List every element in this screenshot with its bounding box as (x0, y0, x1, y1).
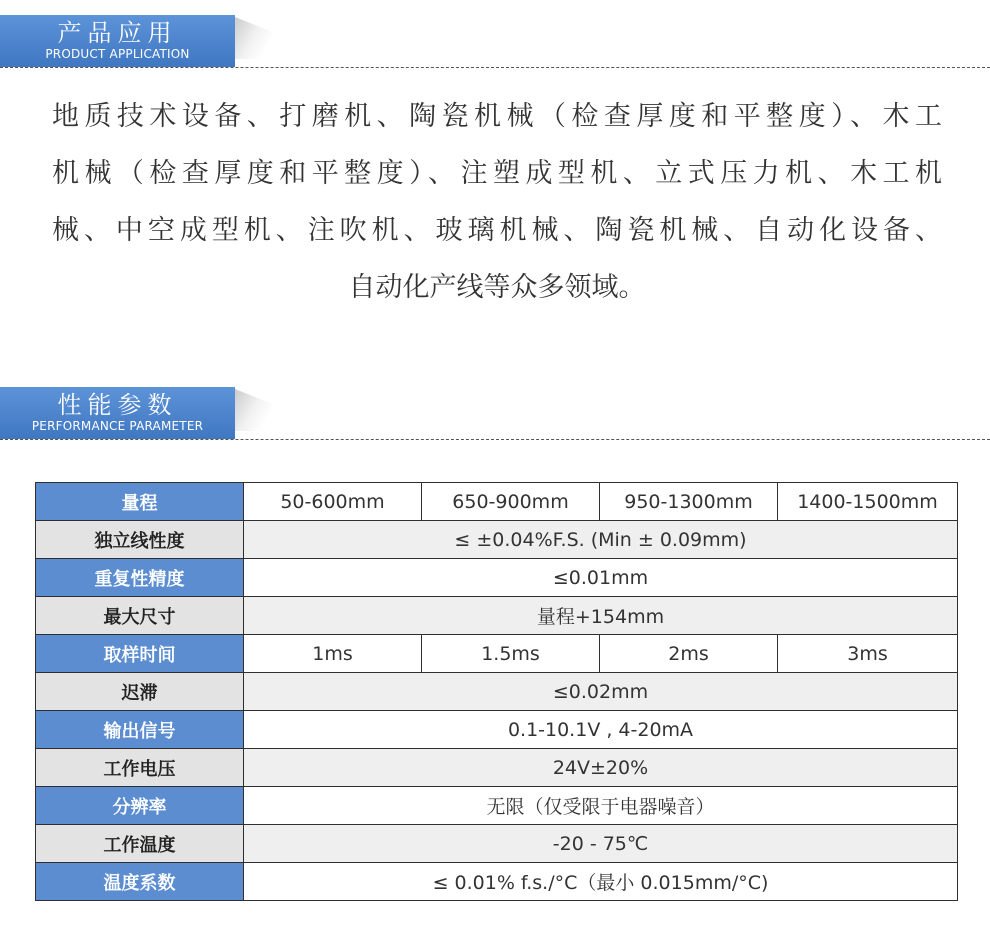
table-cell: 950-1300mm (600, 483, 778, 521)
table-cell: ≤ 0.01% f.s./°C（最小 0.015mm/°C) (244, 863, 958, 901)
row-label: 独立线性度 (36, 521, 244, 559)
row-label: 量程 (36, 483, 244, 521)
table-row-resolution (36, 787, 958, 825)
table-cell: 1ms (244, 635, 422, 673)
table-row-voltage (36, 749, 958, 787)
table-row-operating-temp (36, 825, 958, 863)
row-label: 取样时间 (36, 635, 244, 673)
table-cell: 650-900mm (422, 483, 600, 521)
row-label: 迟滞 (36, 673, 244, 711)
table-row-output-signal (36, 711, 958, 749)
section-header-application (0, 15, 990, 71)
table-cell: 1400-1500mm (778, 483, 958, 521)
row-label: 输出信号 (36, 711, 244, 749)
table-cell: 50-600mm (244, 483, 422, 521)
table-cell: ≤0.01mm (244, 559, 958, 597)
table-cell: ≤0.02mm (244, 673, 958, 711)
section-subtitle: PRODUCT APPLICATION (45, 47, 190, 61)
row-label: 分辨率 (36, 787, 244, 825)
table-row-repeatability (36, 559, 958, 597)
table-row-sampling-time (36, 635, 958, 673)
tab-shadow-decoration (235, 17, 277, 59)
table-row-hysteresis (36, 673, 958, 711)
table-cell: ≤ ±0.04%F.S. (Min ± 0.09mm) (244, 521, 958, 559)
section-title: 产品应用 (57, 19, 178, 47)
row-label: 重复性精度 (36, 559, 244, 597)
table-row-linearity (36, 521, 958, 559)
row-label: 工作温度 (36, 825, 244, 863)
row-label: 温度系数 (36, 863, 244, 901)
tab-shadow-decoration (235, 389, 277, 431)
table-cell: 2ms (600, 635, 778, 673)
table-cell: 3ms (778, 635, 958, 673)
row-label: 最大尺寸 (36, 597, 244, 635)
table-cell: 量程+154mm (244, 597, 958, 635)
table-cell: -20 - 75℃ (244, 825, 958, 863)
section-title: 性能参数 (57, 391, 178, 419)
section-tab-application (0, 15, 235, 67)
table-row-temp-coefficient (36, 863, 958, 901)
table-cell: 24V±20% (244, 749, 958, 787)
spec-table (35, 482, 958, 901)
table-cell: 1.5ms (422, 635, 600, 673)
table-cell: 无限（仅受限于电器噪音） (244, 787, 958, 825)
table-row-range (36, 483, 958, 521)
dashed-divider (0, 439, 990, 440)
application-line: 械、中空成型机、注吹机、玻璃机械、陶瓷机械、自动化设备、 (52, 215, 942, 246)
table-cell: 0.1-10.1V , 4-20mA (244, 711, 958, 749)
table-row-max-size (36, 597, 958, 635)
dashed-divider (0, 67, 990, 68)
application-description (52, 88, 942, 316)
section-header-parameters (0, 387, 990, 443)
application-line: 机械（检查厚度和平整度）、注塑成型机、立式压力机、木工机 (52, 158, 942, 189)
application-line: 地质技术设备、打磨机、陶瓷机械（检查厚度和平整度）、木工 (52, 101, 942, 132)
row-label: 工作电压 (36, 749, 244, 787)
application-line: 自动化产线等众多领域。 (348, 272, 646, 303)
section-subtitle: PERFORMANCE PARAMETER (31, 419, 204, 433)
section-tab-parameters (0, 387, 235, 439)
